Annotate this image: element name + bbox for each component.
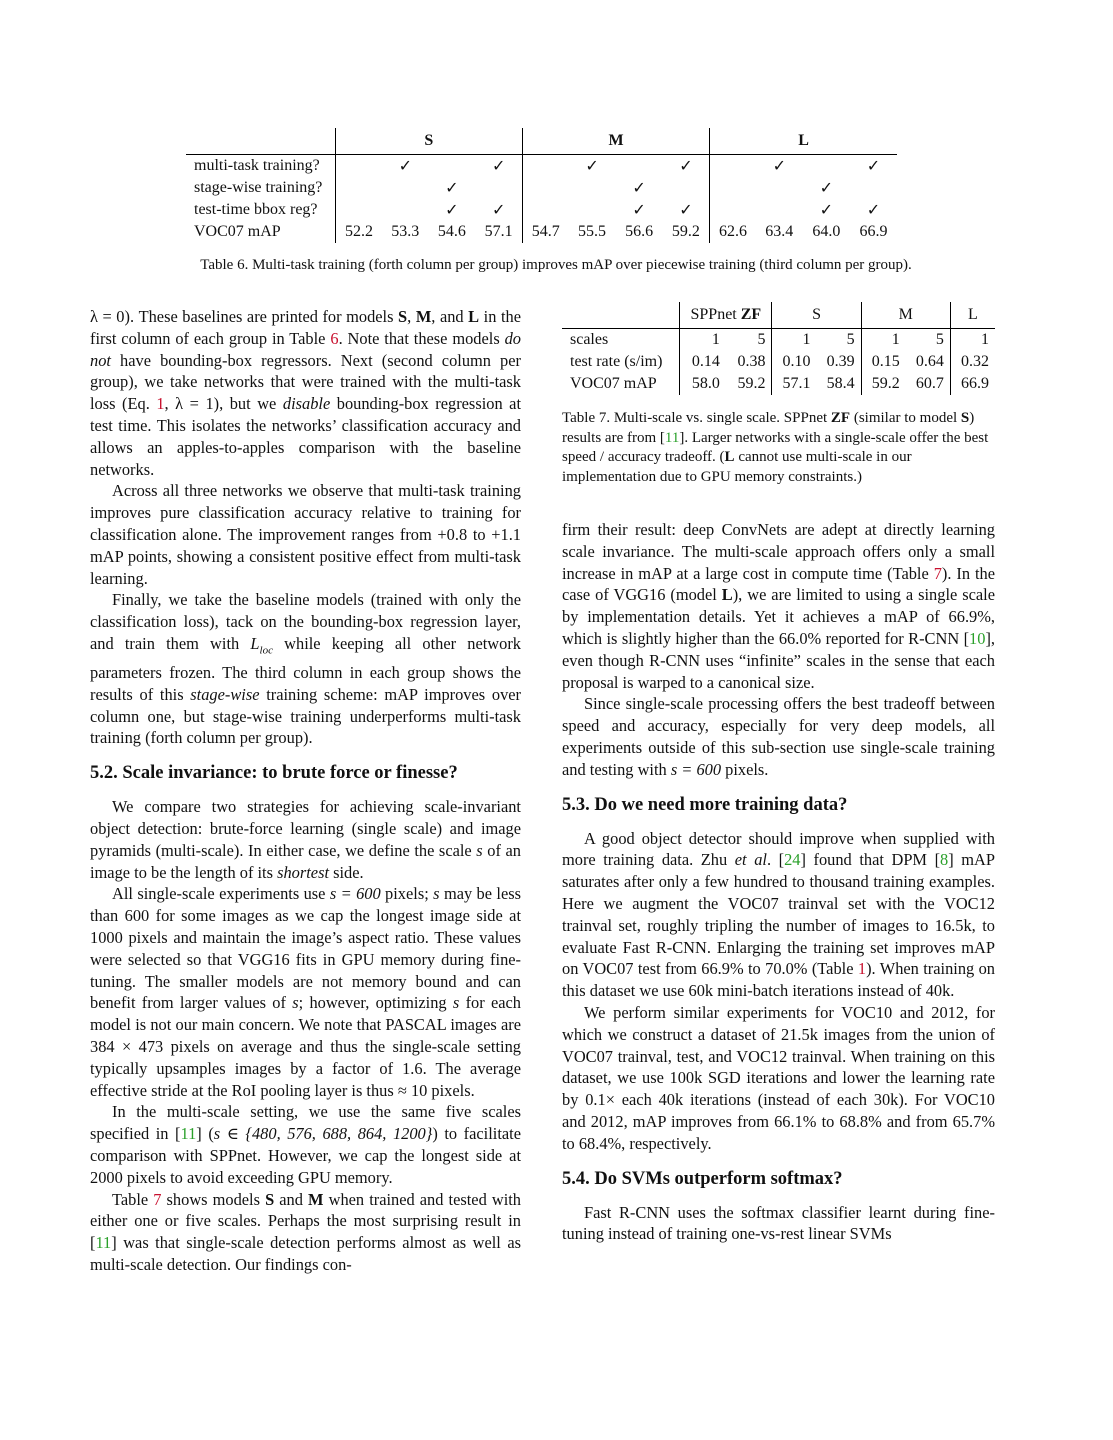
- row-label: VOC07 mAP: [570, 375, 657, 392]
- table-cell: [710, 177, 756, 199]
- paragraph: A good object detector should improve when supplied with more training data. Zhu et al. [24] found that DPM [8] mAP saturates after only a few hundred to thousand training examples. Here we augment the VOC07 trainval set with the VOC12 trainval set, roughly tripling the number of images to 16.5k, to evaluate Fast R-CNN. Enlarging the training set improves mAP on VOC07 test from 66.9% to 70.0% (Table 1). When training on this dataset we use 60k mini-batch iterations instead of 40k.: [562, 828, 996, 1001]
- group-header: M: [861, 302, 950, 329]
- paragraph: Since single-scale processing offers the best tradeoff between speed and accuracy, especially for very deep models, all experiments outside of this sub-section use single-scale training and testing with s = 600 pixels.: [562, 694, 995, 779]
- table-cell: ✓: [679, 158, 693, 175]
- table-cell: 5: [935, 331, 944, 348]
- table-cell: ✓: [491, 202, 506, 219]
- right-column: [562, 519, 995, 1245]
- table-row: [562, 351, 995, 373]
- table-cell: ✓: [679, 202, 693, 219]
- table-6-header: [186, 128, 897, 155]
- table-cell: [382, 199, 428, 221]
- table-cell: [616, 155, 663, 178]
- table-cell: [335, 155, 382, 178]
- row-label: VOC07 mAP: [194, 223, 281, 240]
- header-label: ZF: [740, 306, 762, 323]
- table-cell: [522, 199, 568, 221]
- table-cell: 5: [846, 331, 855, 348]
- table-cell: [756, 199, 803, 221]
- table-cell: ✓: [866, 202, 881, 219]
- table-cell: 0.39: [826, 353, 855, 370]
- row-label: stage-wise training?: [194, 179, 323, 196]
- table-cell: 55.5: [578, 223, 607, 240]
- citation-link[interactable]: 11: [664, 429, 680, 446]
- table-cell: ✓: [585, 158, 599, 175]
- table-row: [562, 373, 995, 395]
- table-cell: ✓: [445, 180, 459, 197]
- group-header: [680, 302, 772, 329]
- table-cell: ✓: [632, 180, 646, 197]
- table-cell: [382, 177, 428, 199]
- table-cell: 1: [772, 329, 817, 352]
- paragraph: In the multi-scale setting, we use the same five scales specified in [11] (s ∈ {480, 576, 688, 864, 1200}) to facilitate comparison with SPPnet. However, we cap the longest side at 2000 pixels to avoid exceeding GPU memory.: [90, 1102, 521, 1187]
- group-header: L: [950, 302, 995, 329]
- table-cell: [710, 155, 756, 178]
- table-link[interactable]: 7: [153, 1189, 162, 1209]
- table-6: [186, 128, 897, 243]
- paragraph: λ = 0). These baselines are printed for models S, M, and L in the first column of each group in Table 6. Note that these models do not have bounding-box regressors. Next (second column per group), we take networks that were trained with the multi-task loss (Eq. 1, λ = 1), but we disable bounding-box regression at test time. This isolates the networks’ classification accuracy and allows an apples-to-apples comparison with the baseline networks.: [90, 307, 522, 479]
- row-label: scales: [570, 331, 609, 348]
- table-7-caption: Table 7. Multi-scale vs. single scale. SPPnet ZF (similar to model S) results are from [11]. Larger networks with a single-scale offer the best speed / accuracy tradeoff. (L cannot use multi-scale in our implementation due to GPU memory constraints.): [562, 410, 989, 485]
- table-cell: ✓: [866, 158, 881, 175]
- paragraph: We compare two strategies for achieving scale-invariant object detection: brute-force learning (single scale) and image pyramids (multi-scale). In either case, we define the scale s of an image to be the length of its shortest side.: [90, 797, 521, 882]
- table-cell: 0.32: [950, 351, 995, 373]
- table-cell: ✓: [772, 158, 786, 175]
- table-row: [186, 199, 897, 221]
- table-cell: 0.64: [915, 353, 944, 370]
- paragraph: firm their result: deep ConvNets are adept at directly learning scale invariance. The multi-scale approach offers only a small increase in mAP at a large cost in compute time (Table 7). In the case of VGG16 (model L), we are limited to using a single scale by implementation details. Yet it achieves a mAP of 66.9%, which is slightly higher than the 66.0% reported for R-CNN [10], even though R-CNN uses “infinite” scales in the sense that each proposal is warped to a canonical size.: [562, 520, 996, 692]
- table-cell: [803, 155, 850, 178]
- table-cell: [569, 177, 616, 199]
- paragraph: Table 7 shows models S and M when trained and tested with either one or five scales. Perhaps the most surprising result in [11] was that single-scale detection performs almost as well as multi-scale detection. Our findings con-: [90, 1189, 521, 1274]
- table-cell: 59.2: [671, 223, 700, 240]
- table-cell: 58.0: [680, 373, 726, 395]
- table-cell: 59.2: [861, 373, 906, 395]
- row-label: test-time bbox reg?: [194, 201, 318, 218]
- group-header: L: [710, 128, 897, 155]
- table-cell: ✓: [445, 202, 459, 219]
- table-row: [186, 155, 897, 178]
- group-header: S: [335, 128, 522, 155]
- table-row: [562, 329, 995, 352]
- table-cell: [428, 155, 475, 178]
- section-heading: 5.2. Scale invariance: to brute force or finesse?: [90, 763, 458, 784]
- table-cell: 1: [680, 329, 726, 352]
- table-link[interactable]: 1: [857, 959, 867, 979]
- table-cell: ✓: [632, 202, 646, 219]
- row-label: multi-task training?: [194, 157, 320, 174]
- table-cell: 59.2: [737, 375, 766, 392]
- table-cell: 66.9: [859, 223, 888, 240]
- table-cell: [475, 177, 522, 199]
- table-cell: 1: [861, 329, 906, 352]
- table-cell: ✓: [819, 180, 834, 197]
- paragraph: Fast R-CNN uses the softmax classifier learnt during fine-tuning instead of training one-vs-rest linear SVMs: [562, 1202, 995, 1244]
- table-cell: 62.6: [710, 221, 756, 243]
- table-cell: 66.9: [950, 373, 995, 395]
- citation-link[interactable]: 11: [180, 1124, 197, 1144]
- table-row: [186, 221, 897, 243]
- table-cell: 0.14: [680, 351, 726, 373]
- table-cell: 52.2: [335, 221, 382, 243]
- table-7-header: [562, 302, 995, 329]
- table-cell: [850, 177, 897, 199]
- table-cell: 1: [950, 329, 995, 352]
- table-cell: 54.6: [437, 223, 466, 240]
- table-cell: [522, 155, 568, 178]
- table-cell: [569, 199, 616, 221]
- table-cell: [663, 177, 710, 199]
- table-cell: 63.4: [765, 223, 794, 240]
- table-cell: 54.7: [522, 221, 568, 243]
- left-column: [90, 306, 521, 1276]
- table-cell: 58.4: [826, 375, 855, 392]
- table-cell: [756, 177, 803, 199]
- table-cell: [335, 177, 382, 199]
- row-label: test rate (s/im): [570, 353, 663, 370]
- table-cell: [710, 199, 756, 221]
- citation-link[interactable]: 11: [95, 1233, 112, 1253]
- paragraph: We perform similar experiments for VOC10 and 2012, for which we construct a dataset of 21.5k images from the union of VOC07 trainval, test, and VOC12 trainval. When training on this dataset, we use 100k SGD iterations and lower the learning rate by 0.1× each 40k iterations (instead of each 30k). For VOC10 and 2012, mAP improves from 66.1% to 68.8% and from 65.7% to 68.4%, respectively.: [562, 1002, 995, 1153]
- table-cell: 56.6: [625, 223, 654, 240]
- table-cell: ✓: [819, 202, 834, 219]
- table-7: [562, 302, 995, 395]
- table-cell: 0.15: [861, 351, 906, 373]
- table-cell: 64.0: [812, 223, 841, 240]
- table-cell: [335, 199, 382, 221]
- paragraph: All single-scale experiments use s = 600 pixels; s may be less than 600 for some images as we cap the longest image side at 1000 pixels and maintain the image’s aspect ratio. These values were selected so that VGG16 fits in GPU memory during fine-tuning. The smaller models are not memory bound and can benefit from larger values of s; however, optimizing s for each model is not our main concern. We note that PASCAL images are 384 × 473 pixels on average and thus the single-scale setting typically upsamples images by a factor of 1.6. The average effective stride at the RoI pooling layer is thus ≈ 10 pixels.: [90, 884, 521, 1100]
- table-cell: 53.3: [391, 223, 420, 240]
- table-cell: 57.1: [772, 373, 817, 395]
- table-cell: 0.10: [772, 351, 817, 373]
- group-header: S: [772, 302, 861, 329]
- table-cell: ✓: [491, 158, 506, 175]
- table-link[interactable]: 6: [330, 328, 339, 348]
- section-heading: 5.3. Do we need more training data?: [562, 794, 848, 815]
- table-6-caption: Table 6. Multi-task training (forth column per group) improves mAP over piecewise training (third column per group).: [200, 257, 912, 273]
- table-cell: 60.7: [915, 375, 944, 392]
- citation-link[interactable]: 8: [940, 850, 949, 870]
- paragraph: Finally, we take the baseline models (trained with only the classification loss), tack on the bounding-box regression layer, and train them with $L_{loc}$ while keeping all other network parameters frozen. The third column in each group shows the results of this stage-wise training scheme: mAP improves over column one, but stage-wise training underperforms multi-task training (forth column per group).: [90, 590, 522, 748]
- equation-link[interactable]: 1: [156, 394, 165, 414]
- table-cell: [522, 177, 568, 199]
- header-label: SPPnet: [690, 306, 741, 323]
- table-cell: 5: [757, 331, 766, 348]
- citation-link[interactable]: 24: [784, 850, 801, 870]
- table-row: [186, 177, 897, 199]
- table-cell: ✓: [398, 158, 412, 175]
- group-header: M: [522, 128, 709, 155]
- section-heading: 5.4. Do SVMs outperform softmax?: [562, 1168, 843, 1189]
- table-cell: 0.38: [737, 353, 766, 370]
- table-link[interactable]: 7: [933, 563, 942, 583]
- citation-link[interactable]: 10: [969, 628, 986, 648]
- table-cell: 57.1: [484, 223, 513, 240]
- paragraph: Across all three networks we observe that multi-task training improves pure classification accuracy relative to training for classification alone. The improvement ranges from +0.8 to +1.1 mAP points, showing a consistent positive effect from multi-task learning.: [90, 481, 521, 588]
